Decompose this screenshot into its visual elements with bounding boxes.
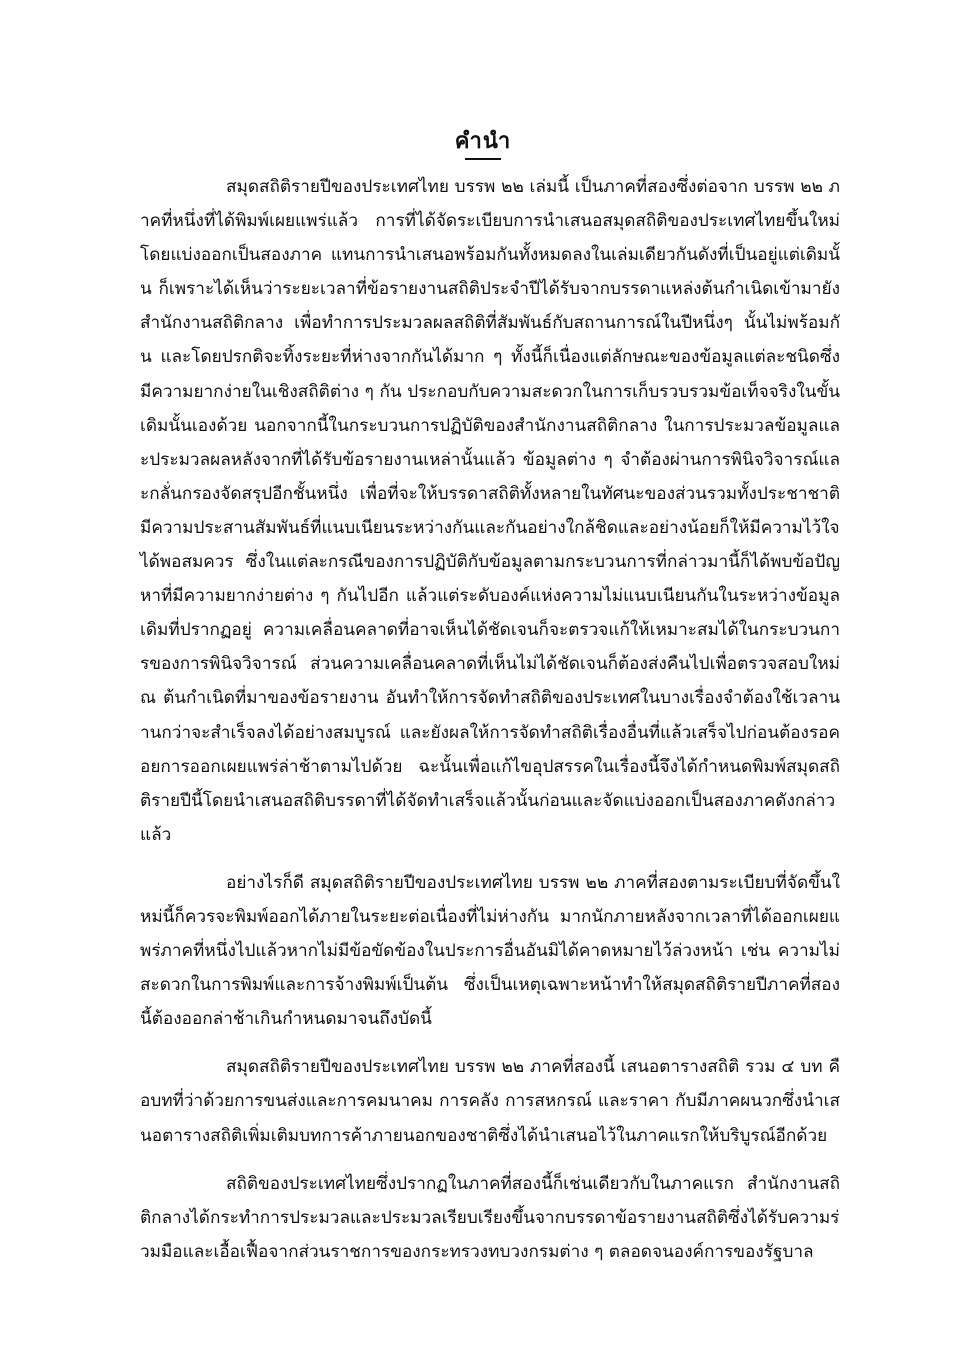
paragraph-3: สมุดสถิติรายปีของประเทศไทย บรรพ ๒๒ ภาคที่สองนี้ เสนอตารางสถิติ รวม ๔ บท คือบทที่ว่าด้วยการขนส่งและการคมนาคม การคลัง การสหกรณ์ และราคา กับมีภาคผนวกซึ่งนำเสนอตารางสถิติเพิ่มเติมบทการค้าภายนอกของชาติซึ่งได้นำเสนอไว้ในภาคแรกให้บริบูรณ์อีกด้วย — [140, 1057, 840, 1146]
page-title: คำนำ — [454, 128, 512, 154]
paragraph-4: สถิติของประเทศไทยซึ่งปรากฏในภาคที่สองนี้ก็เช่นเดียวกับในภาคแรก สำนักงานสถิติกลางได้กระทำการประมวลและประมวลเรียบเรียงขึ้นจากบรรดาข้อรายงานสถิติซึ่งได้รับความร่วมมือและเอื้อเฟื้อจากส่วนราชการของกระทรวงทบวงกรมต่าง ๆ ตลอดจนองค์การของรัฐบาล — [140, 1173, 840, 1262]
title-underline — [465, 158, 501, 160]
body-text — [140, 170, 840, 1269]
paragraph-2: อย่างไรก็ดี สมุดสถิติรายปีของประเทศไทย บรรพ ๒๒ ภาคที่สองตามระเบียบที่จัดขึ้นใหม่นี้ก็ควรจะพิมพ์ออกได้ภายในระยะต่อเนื่องที่ไม่ห่างกัน มากนักภายหลังจากเวลาที่ได้ออกเผยแพร่ภาคที่หนึ่งไปแล้วหากไม่มีข้อขัดข้องในประการอื่นอันมิได้คาดหมายไว้ล่วงหน้า เช่น ความไม่สะดวกในการพิมพ์และการจ้างพิมพ์เป็นต้น ซึ่งเป็นเหตุเฉพาะหน้าทำให้สมุดสถิติรายปีภาคที่สองนี้ต้องออกล่าช้าเกินกำหนดมาจนถึงบัดนี้ — [140, 872, 840, 1030]
paragraph-1: สมุดสถิติรายปีของประเทศไทย บรรพ ๒๒ เล่มนี้ เป็นภาคที่สองซึ่งต่อจาก บรรพ ๒๒ ภาคที่หนึ่งที่ได้พิมพ์เผยแพร่แล้ว การที่ได้จัดระเบียบการนำเสนอสมุดสถิติของประเทศไทยขึ้นใหม่ โดยแบ่งออกเป็นสองภาค แทนการนำเสนอพร้อมกันทั้งหมดลงในเล่มเดียวกันดังที่เป็นอยู่แต่เดิมนั้น ก็เพราะได้เห็นว่าระยะเวลาที่ข้อรายงานสถิติประจำปีได้รับจากบรรดาแหล่งต้นกำเนิดเข้ามายังสำนักงานสถิติกลาง เพื่อทำการประมวลผลสถิติที่สัมพันธ์กับสถานการณ์ในปีหนึ่งๆ นั้นไม่พร้อมกัน และโดยปรกติจะทิ้งระยะที่ห่างจากกันได้มาก ๆ ทั้งนี้ก็เนื่องแต่ลักษณะของข้อมูลแต่ละชนิดซึ่งมีความยากง่ายในเชิงสถิติต่าง ๆ กัน ประกอบกับความสะดวกในการเก็บรวบรวมข้อเท็จจริงในขั้นเดิมนั้นเองด้วย นอกจากนี้ในกระบวนการปฏิบัติของสำนักงานสถิติกลาง ในการประมวลข้อมูลและประมวลผลหลังจากที่ได้รับข้อรายงานเหล่านั้นแล้ว ข้อมูลต่าง ๆ จำต้องผ่านการพินิจวิจารณ์และกลั่นกรองจัดสรุปอีกชั้นหนึ่ง เพื่อที่จะให้บรรดาสถิติทั้งหลายในทัศนะของส่วนรวมทั้งประชาชาติมีความประสานสัมพันธ์ที่แนบเนียนระหว่างกันและกันอย่างใกล้ชิดและอย่างน้อยก็ให้มีความไว้ใจได้พอสมควร ซึ่งในแต่ละกรณีของการปฏิบัติกับข้อมูลตามกระบวนการที่กล่าวมานี้ก็ได้พบข้อปัญหาที่มีความยากง่ายต่าง ๆ กันไปอีก แล้วแต่ระดับองค์แห่งความไม่แนบเนียนกันในระหว่างข้อมูลเดิมที่ปรากฏอยู่ ความเคลื่อนคลาดที่อาจเห็นได้ชัดเจนก็จะตรวจแก้ให้เหมาะสมได้ในกระบวนการของการพินิจวิจารณ์ ส่วนความเคลื่อนคลาดที่เห็นไม่ได้ชัดเจนก็ต้องส่งคืนไปเพื่อตรวจสอบใหม่ ณ ต้นกำเนิดที่มาของข้อรายงาน อันทำให้การจัดทำสถิติของประเทศในบางเรื่องจำต้องใช้เวลานานกว่าจะสำเร็จลงได้อย่างสมบูรณ์ และยังผลให้การจัดทำสถิติเรื่องอื่นที่แล้วเสร็จไปก่อนต้องรอคอยการออกเผยแพร่ล่าช้าตามไปด้วย ฉะนั้นเพื่อแก้ไขอุปสรรคในเรื่องนี้จึงได้กำหนดพิมพ์สมุดสถิติรายปีนี้โดยนำเสนอสถิติบรรดาที่ได้จัดทำเสร็จแล้วนั้นก่อนและจัดแบ่งออกเป็นสองภาคดังกล่าวแล้ว — [140, 177, 840, 845]
title-block — [0, 126, 966, 160]
